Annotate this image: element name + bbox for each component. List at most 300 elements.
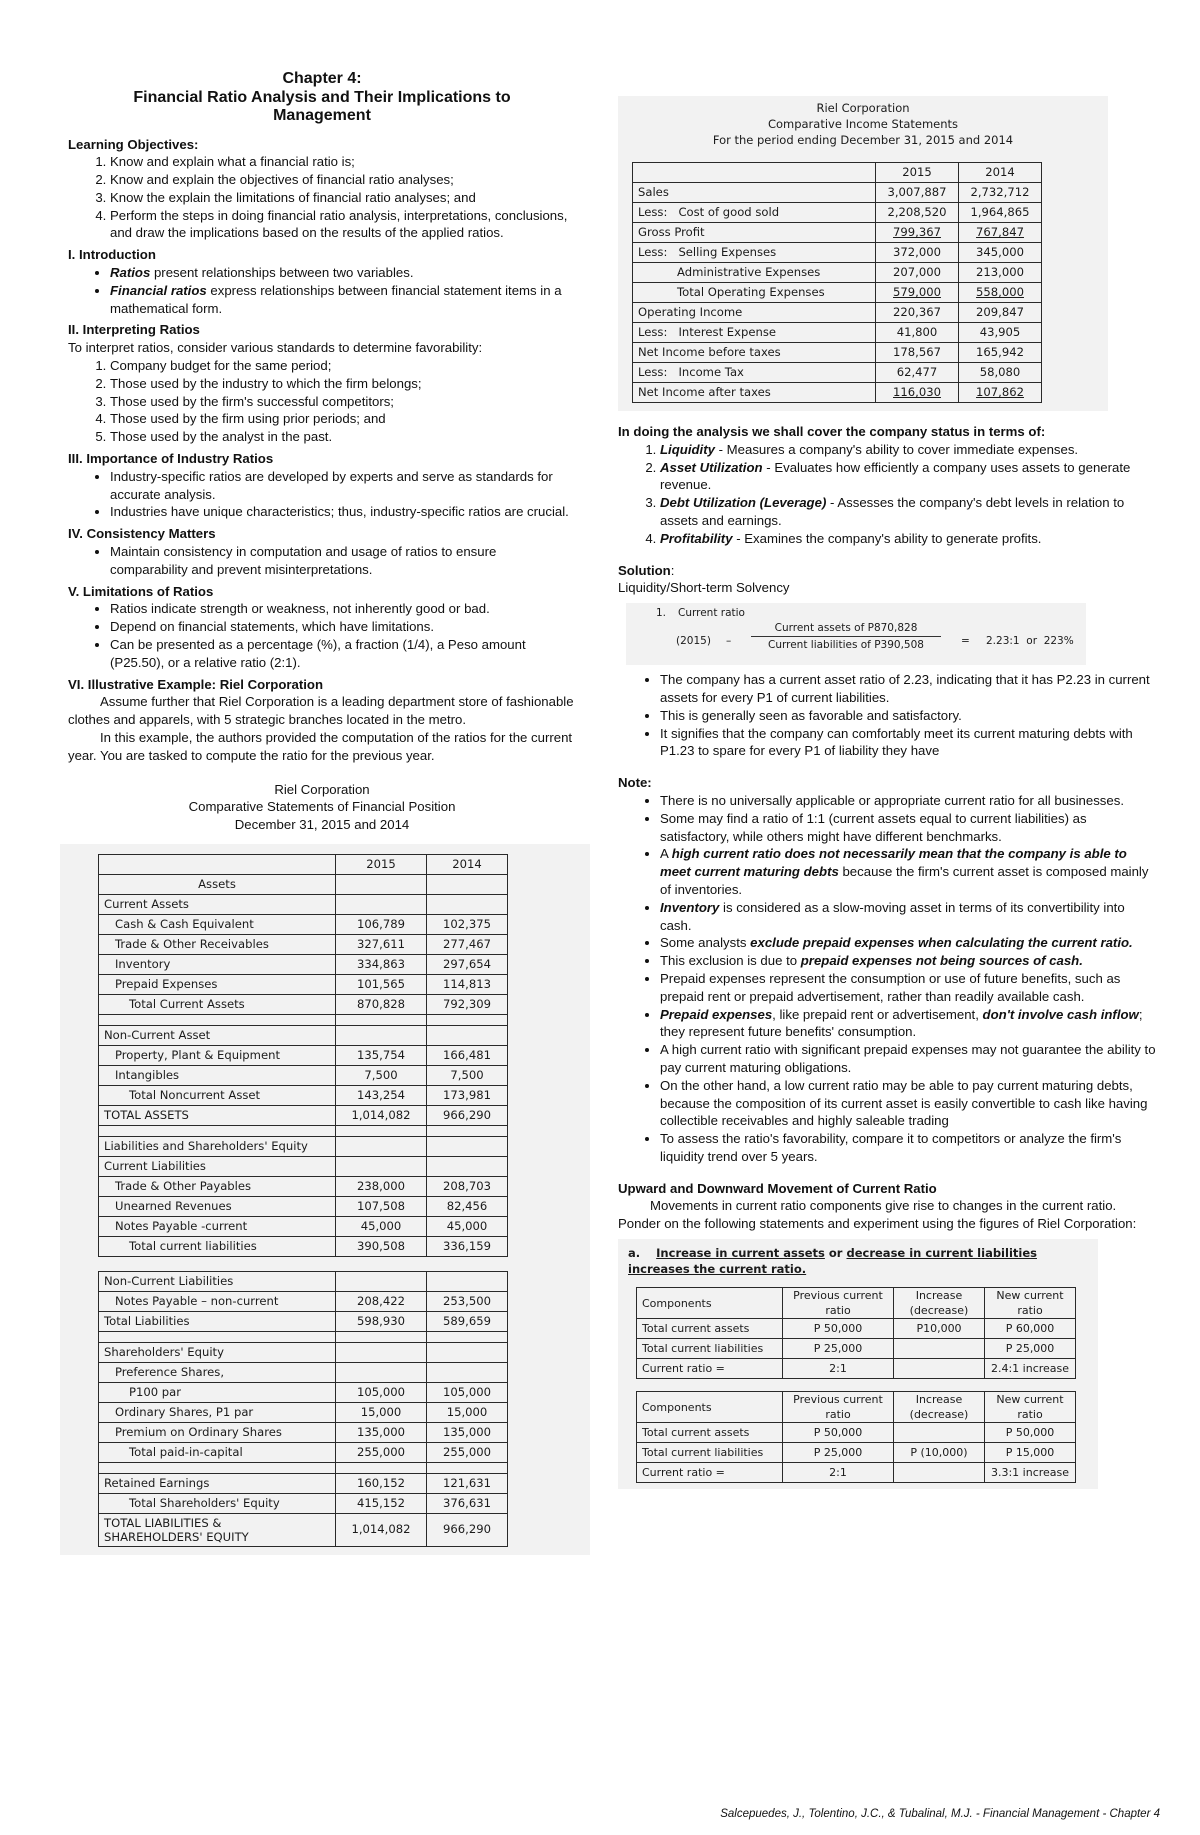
value-2014: 297,654 [427, 954, 508, 974]
row-prefix: Less: [638, 325, 668, 339]
row-label [633, 363, 876, 383]
value-2015: 372,000 [876, 243, 959, 263]
new-value: P 50,000 [985, 1423, 1076, 1443]
row-label: Net Income before taxes [633, 343, 876, 363]
value-2015: 135,754 [336, 1045, 427, 1065]
term: Liquidity [660, 441, 715, 457]
table-row [99, 1105, 508, 1125]
scenario-text: Increase in current assets [656, 1246, 825, 1261]
value-2014: 376,631 [427, 1493, 508, 1513]
table-cell [99, 1462, 336, 1473]
section-label: Non-Current Liabilities [99, 1271, 336, 1291]
table-cell [427, 1025, 508, 1045]
row-label: Total Shareholders' Equity [99, 1493, 336, 1513]
table-row [99, 914, 508, 934]
definition: - Assesses the company's debt levels in relation to assets and earnings. [660, 495, 1125, 528]
row-label: Trade & Other Payables [99, 1176, 336, 1196]
table-row [637, 1423, 1076, 1443]
table-cell [336, 1342, 427, 1362]
row-label-line: SHAREHOLDERS' EQUITY [104, 1529, 249, 1544]
value-2014: 767,847 [959, 223, 1042, 243]
value-2015: 2,208,520 [876, 203, 959, 223]
definition: express relationships between financial statement items in a mathematical form. [110, 282, 562, 316]
value-2015: 334,863 [336, 954, 427, 974]
analysis-item [660, 459, 1156, 495]
page-footer: Salcepuedes, J., Tolentino, J.C., & Tubalinal, M.J. - Financial Management - Chapter 4 [720, 1808, 1160, 1820]
value-2015: 207,000 [876, 263, 959, 283]
row-label: P100 par [99, 1382, 336, 1402]
table-row [637, 1319, 1076, 1339]
note-emphasis: prepaid expenses not being sources of cash. [800, 953, 1083, 969]
objective-item: 3. Know the explain the limitations of financial ratio analyses; and [110, 189, 576, 207]
note-item [660, 952, 1156, 970]
new-value: P 25,000 [985, 1339, 1076, 1359]
row-label: Net Income after taxes [633, 383, 876, 403]
table-cell [99, 1014, 336, 1025]
value-2014: 213,000 [959, 263, 1042, 283]
term: Profitability [660, 530, 733, 546]
solution-heading: Solution: [618, 562, 675, 578]
table-cell [633, 163, 876, 183]
objective-item: 1. Know and explain what a financial ratio is; [110, 153, 576, 171]
row-label: Total Operating Expenses [633, 283, 876, 303]
denominator: Current liabilities of P390,508 [768, 639, 924, 652]
value-2015: 178,567 [876, 343, 959, 363]
importance-item: • Industry-specific ratios are developed by experts and serve as standards for accurate analysis. [110, 468, 576, 504]
component: Total current liabilities [637, 1443, 783, 1463]
importance-item: • Industries have unique characteristics; thus, industry-specific ratios are crucial. [110, 503, 576, 521]
change: P10,000 [894, 1319, 985, 1339]
table-row [633, 183, 1042, 203]
row-label: Total Current Assets [99, 994, 336, 1014]
solution-bullet: • The company has a current asset ratio of 2.23, indicating that it has P2.23 in current assets for every P1 of current liabilities. [660, 671, 1156, 707]
left-column [68, 70, 576, 1555]
movement-table-1 [636, 1287, 1076, 1379]
note-item: • To assess the ratio's favorability, compare it to competitors or analyze the firm's liquidity trend over 5 years. [660, 1130, 1156, 1166]
limitation-item: • Ratios indicate strength or weakness, not inherently good or bad. [110, 600, 576, 618]
change [894, 1463, 985, 1483]
solution-bullets [618, 671, 1156, 760]
row-label: Total paid-in-capital [99, 1442, 336, 1462]
limitation-item: • Can be presented as a percentage (%), a fraction (1/4), a Peso amount (P25.50), or a relative ratio (2:1). [110, 636, 576, 672]
example-heading: VI. Illustrative Example: Riel Corporation [68, 676, 324, 692]
column-header: Increase (decrease) [894, 1392, 985, 1423]
table-row [99, 1493, 508, 1513]
note-item: • On the other hand, a low current ratio may be able to pay current maturing debts, because the composition of its current asset is easily convertible to cash like having collectible receivables and highly saleable trading [660, 1077, 1156, 1130]
objective-item: 2. Know and explain the objectives of financial ratio analyses; [110, 171, 576, 189]
value-2015: 238,000 [336, 1176, 427, 1196]
table-row [99, 974, 508, 994]
row-label-text: Cost of good sold [678, 205, 780, 219]
interpreting-list [68, 357, 576, 446]
value-2015: 160,152 [336, 1473, 427, 1493]
table-row [637, 1339, 1076, 1359]
income-caption-title: Comparative Income Statements [767, 117, 959, 131]
definition: - Examines the company's ability to generate profits. [732, 530, 1042, 546]
year-header: 2015 [876, 163, 959, 183]
value-2014: 15,000 [427, 1402, 508, 1422]
row-label: Unearned Revenues [99, 1196, 336, 1216]
note-emphasis: Inventory [660, 899, 720, 915]
note-text: ; they represent future benefits' consumption. [660, 1006, 1143, 1040]
row-label: Premium on Ordinary Shares [99, 1422, 336, 1442]
analysis-heading: In doing the analysis we shall cover the company status in terms of: [618, 424, 1046, 439]
standard-item: 5. Those used by the analyst in the past. [110, 428, 576, 446]
value-2014: 253,500 [427, 1291, 508, 1311]
section-label: Shareholders' Equity [99, 1342, 336, 1362]
row-label: Sales [633, 183, 876, 203]
table-cell [99, 1331, 336, 1342]
note-item [660, 1006, 1156, 1042]
analysis-list [618, 441, 1156, 548]
analysis-item [660, 494, 1156, 530]
value-2014: 82,456 [427, 1196, 508, 1216]
formula-name: Current ratio [678, 607, 745, 620]
standard-item: 2. Those used by the industry to which the firm belongs; [110, 375, 576, 393]
minus-sign: – [726, 635, 732, 648]
table-row [99, 994, 508, 1014]
new-value: P 60,000 [985, 1319, 1076, 1339]
position-caption-date: December 31, 2015 and 2014 [234, 817, 410, 833]
column-header: New current ratio [985, 1288, 1076, 1319]
table-cell [427, 1014, 508, 1025]
value-2015: 62,477 [876, 363, 959, 383]
table-row [99, 1473, 508, 1493]
value-2014: 966,290 [427, 1513, 508, 1546]
table-cell [427, 1125, 508, 1136]
row-label: Ordinary Shares, P1 par [99, 1402, 336, 1422]
previous: P 50,000 [783, 1423, 894, 1443]
table-row [633, 343, 1042, 363]
position-caption-title: Comparative Statements of Financial Position [188, 799, 456, 815]
term: Financial ratios [110, 282, 207, 298]
value-2015: 135,000 [336, 1422, 427, 1442]
row-label-text: Selling Expenses [678, 245, 777, 259]
importance-heading: III. Importance of Industry Ratios [68, 451, 274, 467]
column-header: New current ratio [985, 1392, 1076, 1423]
standard-item: 4. Those used by the firm using prior periods; and [110, 410, 576, 428]
component: Total current assets [637, 1319, 783, 1339]
value-2015: 579,000 [876, 283, 959, 303]
right-column [618, 96, 1156, 1489]
value-2014: 105,000 [427, 1382, 508, 1402]
intro-item [110, 264, 576, 282]
limitations-heading: V. Limitations of Ratios [68, 583, 214, 599]
value-2014: 255,000 [427, 1442, 508, 1462]
definition: - Measures a company's ability to cover immediate expenses. [714, 441, 1079, 457]
table-cell [99, 854, 336, 874]
value-2014: 7,500 [427, 1065, 508, 1085]
year-header: 2014 [959, 163, 1042, 183]
interpreting-intro: To interpret ratios, consider various standards to determine favorability: [68, 340, 483, 356]
value-2015: 3,007,887 [876, 183, 959, 203]
table-cell [336, 1125, 427, 1136]
intro-list [68, 264, 576, 317]
movement-heading: Upward and Downward Movement of Current Ratio [618, 1180, 937, 1196]
note-text: A [660, 846, 672, 862]
analysis-item [660, 441, 1156, 459]
row-label: Gross Profit [633, 223, 876, 243]
formula-year: (2015) [676, 635, 711, 648]
position-table-part1 [98, 854, 508, 1257]
value-2015: 107,508 [336, 1196, 427, 1216]
value-2014: 792,309 [427, 994, 508, 1014]
table-row [633, 223, 1042, 243]
row-label [633, 323, 876, 343]
limitation-item: • Depend on financial statements, which have limitations. [110, 618, 576, 636]
component: Total current liabilities [637, 1339, 783, 1359]
table-row [633, 263, 1042, 283]
row-label: Property, Plant & Equipment [99, 1045, 336, 1065]
value-2014: 966,290 [427, 1105, 508, 1125]
note-emphasis: high current ratio does not necessarily mean that the company is able to meet current maturing debts [660, 846, 1127, 880]
formula-result: 2.23:1 or 223% [986, 635, 1074, 648]
table-cell [427, 874, 508, 894]
value-2015: 143,254 [336, 1085, 427, 1105]
table-cell [427, 894, 508, 914]
note-text: Some analysts [660, 935, 751, 951]
value-2015: 105,000 [336, 1382, 427, 1402]
table-cell [336, 874, 427, 894]
row-label-text: Income Tax [678, 365, 744, 379]
table-row [99, 954, 508, 974]
position-caption [68, 781, 576, 834]
component: Total current assets [637, 1423, 783, 1443]
value-2014: 166,481 [427, 1045, 508, 1065]
value-2015: 255,000 [336, 1442, 427, 1462]
scenario-statement [628, 1245, 1090, 1277]
table-row [99, 1085, 508, 1105]
limitations-list [68, 600, 576, 671]
value-2014: 589,659 [427, 1311, 508, 1331]
note-item [660, 899, 1156, 935]
value-2015: 390,508 [336, 1236, 427, 1256]
position-caption-company: Riel Corporation [274, 781, 370, 797]
table-cell [99, 1125, 336, 1136]
value-2014: 121,631 [427, 1473, 508, 1493]
table-row [99, 1402, 508, 1422]
value-2014: 209,847 [959, 303, 1042, 323]
assets-label: Assets [99, 874, 336, 894]
value-2015: 208,422 [336, 1291, 427, 1311]
section-label: Non-Current Asset [99, 1025, 336, 1045]
row-prefix: Less: [638, 365, 668, 379]
table-cell [336, 1462, 427, 1473]
chapter-number: Chapter 4: [282, 70, 362, 87]
table-cell [427, 1342, 508, 1362]
row-label: TOTAL ASSETS [99, 1105, 336, 1125]
table-cell [336, 1331, 427, 1342]
note-item [660, 845, 1156, 898]
table-row [99, 1236, 508, 1256]
table-cell [427, 1136, 508, 1156]
table-row [633, 383, 1042, 403]
table-row [99, 1045, 508, 1065]
consistency-list [68, 543, 576, 579]
value-2014: 173,981 [427, 1085, 508, 1105]
scenario-text: decrease in current liabilities [846, 1246, 1037, 1261]
table-cell [336, 1362, 427, 1382]
value-2014: 2,732,712 [959, 183, 1042, 203]
fraction [751, 621, 941, 653]
note-text: This exclusion is due to [660, 953, 801, 969]
table-cell [427, 1362, 508, 1382]
table-cell [336, 1271, 427, 1291]
table-row [99, 1065, 508, 1085]
section-label: Current Liabilities [99, 1156, 336, 1176]
previous: 2:1 [783, 1359, 894, 1379]
section-label: Liabilities and Shareholders' Equity [99, 1136, 336, 1156]
value-2014: 208,703 [427, 1176, 508, 1196]
new-value: 2.4:1 increase [985, 1359, 1076, 1379]
consistency-item: • Maintain consistency in computation and usage of ratios to ensure comparability and prevent misinterpretations. [110, 543, 576, 579]
solution-bullet: • It signifies that the company can comfortably meet its current maturing debts with P1.23 to spare for every P1 of liability they have [660, 725, 1156, 761]
row-label: Intangibles [99, 1065, 336, 1085]
value-2015: 101,565 [336, 974, 427, 994]
value-2014: 345,000 [959, 243, 1042, 263]
table-row [633, 283, 1042, 303]
value-2014: 114,813 [427, 974, 508, 994]
year-header: 2015 [336, 854, 427, 874]
new-value: P 15,000 [985, 1443, 1076, 1463]
position-table-part2 [98, 1271, 508, 1547]
value-2015: 15,000 [336, 1402, 427, 1422]
table-row [99, 1382, 508, 1402]
interpreting-heading: II. Interpreting Ratios [68, 322, 200, 338]
formula-number: 1. [656, 607, 667, 620]
row-label: Total Noncurrent Asset [99, 1085, 336, 1105]
row-label-text: Interest Expense [678, 325, 776, 339]
change: P (10,000) [894, 1443, 985, 1463]
table-cell [336, 1025, 427, 1045]
note-item [660, 934, 1156, 952]
term: Debt Utilization (Leverage) [660, 495, 827, 511]
new-value: 3.3:1 increase [985, 1463, 1076, 1483]
solution-title: Solution [618, 562, 671, 578]
numerator: Current assets of P870,828 [751, 621, 941, 637]
table-row [633, 323, 1042, 343]
note-emphasis: Prepaid expenses [660, 1006, 773, 1022]
standard-item: 1. Company budget for the same period; [110, 357, 576, 375]
page-title: Financial Ratio Analysis and Their Implications to Management [133, 88, 511, 124]
value-2015: 1,014,082 [336, 1513, 427, 1546]
value-2014: 277,467 [427, 934, 508, 954]
objective-item: 4. Perform the steps in doing financial ratio analysis, interpretations, conclusions, and draw the implications based on the results of the applied ratios. [110, 207, 576, 243]
movement-photo [618, 1239, 1098, 1489]
table-row [637, 1463, 1076, 1483]
table-cell [427, 1271, 508, 1291]
consistency-heading: IV. Consistency Matters [68, 526, 216, 542]
table-row [99, 1291, 508, 1311]
value-2014: 336,159 [427, 1236, 508, 1256]
component: Current ratio = [637, 1463, 783, 1483]
row-label: Prepaid Expenses [99, 974, 336, 994]
example-paragraph: In this example, the authors provided the computation of the ratios for the current year. You are tasked to compute the ratio for the previous year. [68, 730, 573, 763]
change [894, 1339, 985, 1359]
section-label: Preference Shares, [99, 1362, 336, 1382]
row-label: Notes Payable -current [99, 1216, 336, 1236]
value-2014: 1,964,865 [959, 203, 1042, 223]
table-cell [427, 1331, 508, 1342]
table-cell [336, 1136, 427, 1156]
table-cell [427, 1462, 508, 1473]
table-row [99, 1442, 508, 1462]
note-text: is considered as a slow-moving asset in terms of its convertibility into cash. [660, 899, 1125, 933]
table-cell [336, 1156, 427, 1176]
income-table [632, 162, 1042, 403]
equals-sign: = [961, 635, 970, 648]
column-header: Increase (decrease) [894, 1288, 985, 1319]
definition: present relationships between two variables. [150, 265, 414, 281]
value-2015: 45,000 [336, 1216, 427, 1236]
standard-item: 3. Those used by the firm's successful competitors; [110, 393, 576, 411]
value-2015: 598,930 [336, 1311, 427, 1331]
movement-table-2 [636, 1391, 1076, 1483]
income-statement-photo [618, 96, 1108, 411]
table-row [633, 363, 1042, 383]
note-emphasis: don't involve cash inflow [982, 1006, 1139, 1022]
analysis-item [660, 530, 1156, 548]
value-2015: 106,789 [336, 914, 427, 934]
value-2015: 799,367 [876, 223, 959, 243]
note-list [618, 792, 1156, 1166]
row-prefix: Less: [638, 245, 668, 259]
previous: 2:1 [783, 1463, 894, 1483]
scenario-text: increases the current ratio. [628, 1262, 807, 1277]
row-label [99, 1513, 336, 1546]
scenario-letter: a. [628, 1246, 641, 1261]
row-label: Total current liabilities [99, 1236, 336, 1256]
objectives-list [68, 153, 576, 242]
previous: P 25,000 [783, 1443, 894, 1463]
table-row [99, 934, 508, 954]
table-row [99, 1311, 508, 1331]
row-label: Trade & Other Receivables [99, 934, 336, 954]
table-row [99, 1513, 508, 1546]
row-label [633, 243, 876, 263]
value-2014: 558,000 [959, 283, 1042, 303]
table-row [99, 1196, 508, 1216]
value-2014: 135,000 [427, 1422, 508, 1442]
value-2015: 7,500 [336, 1065, 427, 1085]
income-caption [628, 100, 1098, 148]
value-2014: 58,080 [959, 363, 1042, 383]
value-2015: 116,030 [876, 383, 959, 403]
section-label: Current Assets [99, 894, 336, 914]
note-text: , like prepaid rent or advertisement, [772, 1006, 983, 1022]
solution-subheading: Liquidity/Short-term Solvency [618, 580, 790, 596]
value-2015: 41,800 [876, 323, 959, 343]
column-header: Components [637, 1288, 783, 1319]
table-cell [336, 1014, 427, 1025]
table-row [99, 1216, 508, 1236]
note-item: • Some may find a ratio of 1:1 (current assets equal to current liabilities) as satisfactory, while others might have different benchmarks. [660, 810, 1156, 846]
value-2015: 415,152 [336, 1493, 427, 1513]
position-statement-photo [60, 844, 590, 1555]
note-item: • Prepaid expenses represent the consumption or use of future benefits, such as prepaid rent or prepaid advertisement, rather than readily available cash. [660, 970, 1156, 1006]
example-paragraph: Assume further that Riel Corporation is a leading department store of fashionable clothes and apparels, with 5 strategic branches located in the metro. [68, 694, 574, 728]
row-label [633, 203, 876, 223]
current-ratio-formula [626, 603, 1086, 665]
table-cell [427, 1156, 508, 1176]
row-label: Notes Payable – non-current [99, 1291, 336, 1311]
note-item: • A high current ratio with significant prepaid expenses may not guarantee the ability to pay current maturing obligations. [660, 1041, 1156, 1077]
intro-item [110, 282, 576, 318]
value-2015: 870,828 [336, 994, 427, 1014]
term: Asset Utilization [660, 459, 763, 475]
component: Current ratio = [637, 1359, 783, 1379]
table-row [99, 1422, 508, 1442]
